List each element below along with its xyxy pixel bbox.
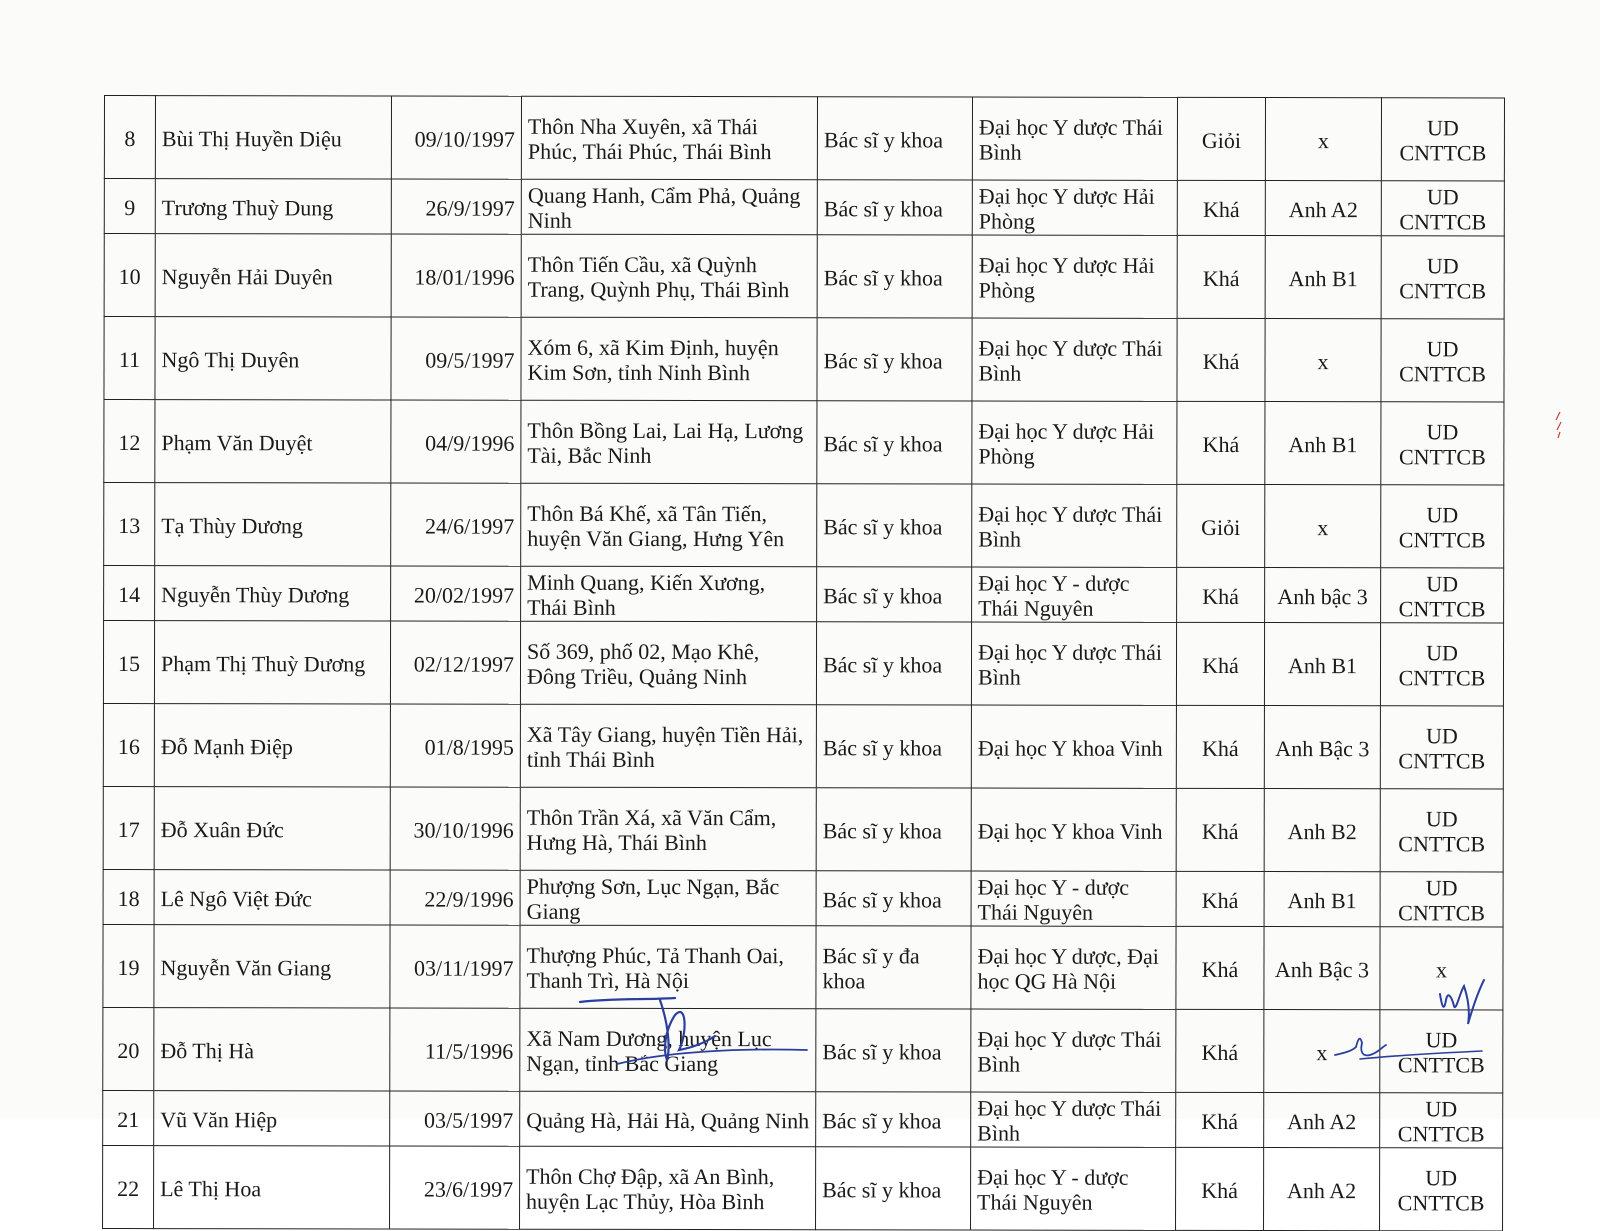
cell-it-cert: UD CNTTCB: [1380, 789, 1503, 872]
cell-school: Đại học Y khoa Vinh: [971, 788, 1176, 871]
cell-dob: 03/11/1997: [390, 925, 520, 1008]
cell-degree: Bác sĩ y khoa: [816, 788, 971, 871]
signature-left: [575, 990, 815, 1080]
cell-dob: 03/5/1997: [390, 1091, 520, 1146]
cell-rank: Khá: [1177, 180, 1265, 235]
cell-dob: 23/6/1997: [390, 1146, 520, 1229]
cell-dob: 30/10/1996: [390, 787, 520, 870]
cell-degree: Bác sĩ y khoa: [816, 1092, 971, 1147]
cell-it-cert: UD CNTTCB: [1381, 181, 1504, 236]
table-row: [104, 234, 1504, 319]
signature-right-initial: [1430, 972, 1500, 1032]
cell-school: Đại học Y dược Hải Phòng: [972, 180, 1177, 235]
cell-name: Vũ Văn Hiệp: [154, 1091, 390, 1146]
cell-school: Đại học Y dược Hải Phòng: [972, 235, 1177, 318]
cell-language: x: [1264, 1010, 1380, 1093]
cell-degree: Bác sĩ y đa khoa: [816, 926, 971, 1009]
cell-dob: 09/5/1997: [391, 317, 521, 400]
cell-school: Đại học Y - dược Thái Nguyên: [972, 567, 1177, 622]
cell-degree: Bác sĩ y khoa: [817, 484, 972, 567]
cell-rank: Giỏi: [1177, 97, 1265, 180]
cell-rank: Khá: [1176, 871, 1264, 926]
cell-address: Xã Tây Giang, huyện Tiền Hải, tỉnh Thái Bình: [520, 704, 816, 788]
cell-stt: 17: [103, 786, 154, 869]
table-row: [103, 621, 1503, 706]
cell-address: Quang Hanh, Cẩm Phả, Quảng Ninh: [521, 179, 817, 235]
cell-it-cert: UD CNTTCB: [1380, 623, 1503, 706]
cell-dob: 24/6/1997: [391, 483, 521, 566]
cell-degree: Bác sĩ y khoa: [817, 318, 972, 401]
cell-rank: Khá: [1177, 401, 1265, 484]
cell-degree: Bác sĩ y khoa: [816, 1009, 971, 1092]
cell-degree: Bác sĩ y khoa: [817, 567, 972, 622]
table-row: [103, 1145, 1503, 1230]
cell-stt: 12: [104, 400, 155, 483]
cell-school: Đại học Y khoa Vinh: [971, 705, 1176, 788]
cell-language: Anh A2: [1265, 181, 1381, 236]
table-row: [103, 786, 1503, 871]
cell-address: Thôn Bá Khế, xã Tân Tiến, huyện Văn Giang, Hưng Yên: [521, 483, 817, 567]
cell-name: Phạm Văn Duyệt: [155, 400, 391, 483]
cell-stt: 18: [103, 869, 154, 924]
cell-address: Phượng Sơn, Lục Ngạn, Bắc Giang: [520, 870, 816, 926]
cell-language: Anh B1: [1264, 872, 1380, 927]
cell-language: Anh B2: [1264, 789, 1380, 872]
cell-stt: 15: [103, 621, 154, 704]
cell-degree: Bác sĩ y khoa: [816, 705, 971, 788]
cell-it-cert: UD CNTTCB: [1380, 1148, 1503, 1231]
cell-stt: 13: [104, 483, 155, 566]
cell-dob: 01/8/1995: [390, 704, 520, 787]
cell-language: Anh B1: [1265, 236, 1381, 319]
cell-dob: 18/01/1996: [391, 234, 521, 317]
cell-degree: Bác sĩ y khoa: [816, 871, 971, 926]
cell-degree: Bác sĩ y khoa: [816, 1147, 971, 1230]
cell-language: Anh B1: [1265, 402, 1381, 485]
cell-dob: 04/9/1996: [391, 400, 521, 483]
cell-it-cert: UD CNTTCB: [1380, 1010, 1503, 1093]
cell-it-cert: UD CNTTCB: [1381, 485, 1504, 568]
cell-it-cert: UD CNTTCB: [1381, 319, 1504, 402]
cell-stt: 22: [103, 1145, 154, 1228]
cell-it-cert: UD CNTTCB: [1381, 98, 1504, 181]
cell-it-cert: UD CNTTCB: [1380, 872, 1503, 927]
table-row: [104, 317, 1504, 402]
cell-name: Tạ Thùy Dương: [155, 483, 391, 566]
cell-rank: Khá: [1176, 622, 1264, 705]
table-row: [103, 1090, 1503, 1147]
cell-stt: 21: [103, 1090, 154, 1145]
table-row: [103, 703, 1503, 788]
cell-address: Xóm 6, xã Kim Định, huyện Kim Sơn, tỉnh Ninh Bình: [521, 317, 817, 401]
cell-rank: Khá: [1177, 567, 1265, 622]
cell-school: Đại học Y dược Thái Bình: [971, 622, 1176, 705]
cell-it-cert: UD CNTTCB: [1381, 568, 1504, 623]
cell-dob: 11/5/1996: [390, 1008, 520, 1091]
cell-rank: Khá: [1176, 1092, 1264, 1147]
table-row: [104, 96, 1504, 181]
cell-language: x: [1265, 98, 1381, 181]
cell-name: Phạm Thị Thuỳ Dương: [154, 621, 390, 704]
cell-rank: Khá: [1176, 705, 1264, 788]
cell-dob: 26/9/1997: [391, 179, 521, 234]
cell-stt: 14: [104, 566, 155, 621]
table-row: [103, 869, 1503, 926]
cell-address: Số 369, phố 02, Mạo Khê, Đông Triều, Quảng Ninh: [520, 621, 816, 705]
table-row: [104, 400, 1504, 485]
cell-language: Anh A2: [1264, 1093, 1380, 1148]
cell-degree: Bác sĩ y khoa: [816, 622, 971, 705]
cell-language: Anh A2: [1264, 1148, 1380, 1231]
cell-dob: 02/12/1997: [390, 621, 520, 704]
cell-name: Bùi Thị Huyền Diệu: [155, 96, 391, 179]
cell-language: Anh Bậc 3: [1264, 927, 1380, 1010]
cell-stt: 9: [104, 179, 155, 234]
cell-dob: 20/02/1997: [391, 566, 521, 621]
cell-school: Đại học Y dược Thái Bình: [971, 1092, 1176, 1147]
cell-stt: 11: [104, 317, 155, 400]
cell-it-cert: UD CNTTCB: [1380, 706, 1503, 789]
cell-stt: 16: [103, 703, 154, 786]
cell-it-cert: x: [1380, 927, 1503, 1010]
cell-degree: Bác sĩ y khoa: [817, 97, 972, 180]
cell-name: Nguyễn Thùy Dương: [155, 566, 391, 621]
cell-it-cert: UD CNTTCB: [1381, 402, 1504, 485]
cell-address: Minh Quang, Kiến Xương, Thái Bình: [521, 566, 817, 622]
cell-it-cert: UD CNTTCB: [1381, 236, 1504, 319]
cell-rank: Khá: [1176, 1009, 1264, 1092]
cell-rank: Khá: [1176, 1147, 1264, 1230]
cell-name: Trương Thuỳ Dung: [155, 179, 391, 234]
cell-degree: Bác sĩ y khoa: [817, 235, 972, 318]
cell-address: Thôn Trần Xá, xã Văn Cẩm, Hưng Hà, Thái Bình: [520, 787, 816, 871]
cell-address: Thôn Chợ Đập, xã An Bình, huyện Lạc Thủy, Hòa Bình: [520, 1146, 816, 1230]
table-row: [104, 566, 1504, 623]
cell-rank: Khá: [1176, 788, 1264, 871]
cell-language: Anh B1: [1264, 623, 1380, 706]
cell-name: Ngô Thị Duyên: [155, 317, 391, 400]
cell-school: Đại học Y - dược Thái Nguyên: [971, 871, 1176, 926]
cell-stt: 19: [103, 924, 154, 1007]
cell-school: Đại học Y - dược Thái Nguyên: [971, 1147, 1176, 1230]
cell-degree: Bác sĩ y khoa: [817, 180, 972, 235]
cell-name: Nguyễn Hải Duyên: [155, 234, 391, 317]
cell-rank: Khá: [1177, 235, 1265, 318]
cell-rank: Khá: [1176, 926, 1264, 1009]
cell-address: Thượng Phúc, Tả Thanh Oai, Thanh Trì, Hà Nội: [520, 925, 816, 1009]
cell-address: Thôn Bồng Lai, Lai Hạ, Lương Tài, Bắc Ninh: [521, 400, 817, 484]
cell-name: Đỗ Mạnh Điệp: [154, 704, 390, 787]
cell-name: Nguyễn Văn Giang: [154, 925, 390, 1008]
cell-address: Quảng Hà, Hải Hà, Quảng Ninh: [520, 1091, 816, 1147]
cell-rank: Khá: [1177, 318, 1265, 401]
cell-name: Lê Ngô Việt Đức: [154, 870, 390, 925]
cell-school: Đại học Y dược Hải Phòng: [972, 401, 1177, 484]
cell-stt: 10: [104, 234, 155, 317]
cell-dob: 22/9/1996: [390, 870, 520, 925]
cell-language: Anh Bậc 3: [1264, 706, 1380, 789]
edge-ink-mark: [1552, 410, 1566, 450]
cell-language: x: [1265, 319, 1381, 402]
cell-address: Thôn Tiến Cầu, xã Quỳnh Trang, Quỳnh Phụ, Thái Bình: [521, 234, 817, 318]
cell-school: Đại học Y dược, Đại học QG Hà Nội: [971, 926, 1176, 1009]
cell-name: Lê Thị Hoa: [154, 1146, 390, 1229]
cell-address: Xã Nam Dương, huyện Lục Ngạn, tỉnh Bắc Giang: [520, 1008, 816, 1092]
cell-school: Đại học Y dược Thái Bình: [972, 318, 1177, 401]
cell-degree: Bác sĩ y khoa: [817, 401, 972, 484]
cell-school: Đại học Y dược Thái Bình: [971, 1009, 1176, 1092]
cell-name: Đỗ Xuân Đức: [154, 787, 390, 870]
cell-school: Đại học Y dược Thái Bình: [972, 484, 1177, 567]
cell-it-cert: UD CNTTCB: [1380, 1093, 1503, 1148]
cell-dob: 09/10/1997: [391, 96, 521, 179]
table-row: [104, 483, 1504, 568]
cell-name: Đỗ Thị Hà: [154, 1008, 390, 1091]
cell-school: Đại học Y dược Thái Bình: [972, 97, 1177, 180]
table-row: [104, 179, 1504, 236]
cell-address: Thôn Nha Xuyên, xã Thái Phúc, Thái Phúc, Thái Bình: [521, 96, 817, 180]
cell-language: x: [1265, 485, 1381, 568]
cell-stt: 20: [103, 1007, 154, 1090]
cell-stt: 8: [104, 96, 155, 179]
signature-right: [1330, 1025, 1490, 1070]
cell-rank: Giỏi: [1177, 484, 1265, 567]
cell-language: Anh bậc 3: [1265, 568, 1381, 623]
